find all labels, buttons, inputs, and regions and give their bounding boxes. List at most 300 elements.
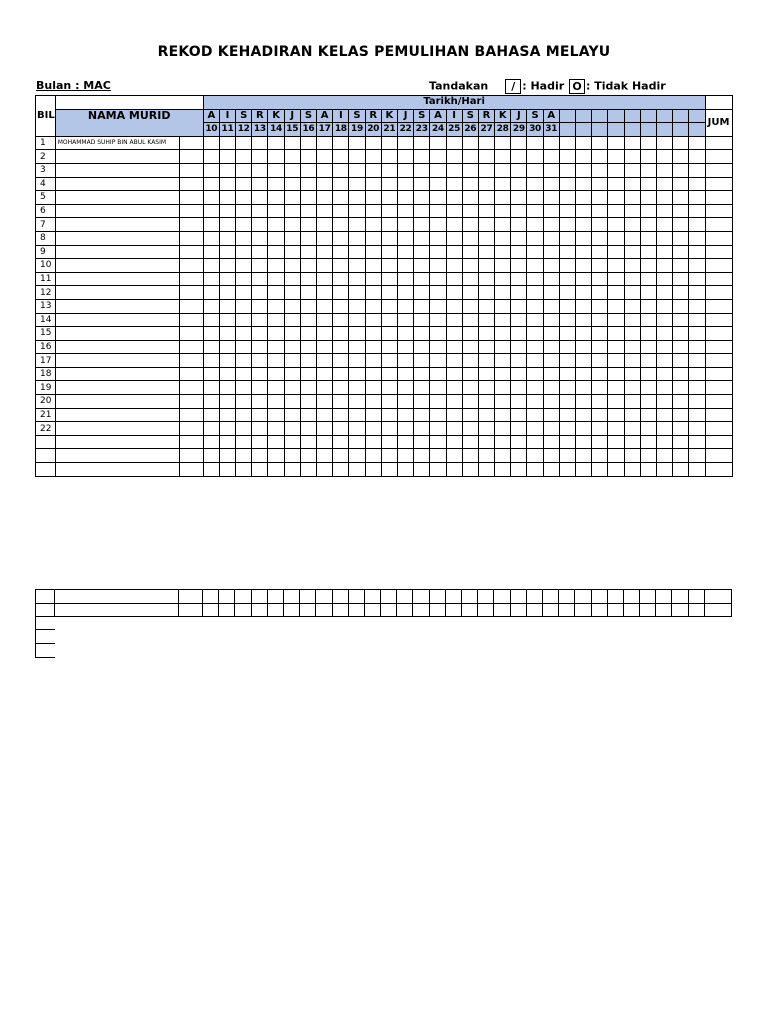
attendance-cell[interactable] bbox=[268, 327, 284, 341]
attendance-cell[interactable] bbox=[576, 354, 592, 368]
attendance-cell[interactable] bbox=[300, 150, 316, 164]
attendance-cell[interactable] bbox=[300, 286, 316, 300]
attendance-cell[interactable] bbox=[640, 449, 656, 463]
attendance-cell[interactable] bbox=[673, 286, 689, 300]
attendance-cell[interactable] bbox=[624, 327, 640, 341]
attendance-cell[interactable] bbox=[333, 327, 349, 341]
extra-cell[interactable] bbox=[179, 272, 203, 286]
attendance-cell[interactable] bbox=[608, 245, 624, 259]
attendance-cell[interactable] bbox=[236, 422, 252, 436]
attendance-cell[interactable] bbox=[252, 231, 268, 245]
attendance-cell[interactable] bbox=[527, 327, 543, 341]
blank-cell[interactable] bbox=[332, 590, 348, 604]
attendance-cell[interactable] bbox=[381, 422, 397, 436]
attendance-cell[interactable] bbox=[543, 354, 559, 368]
attendance-cell[interactable] bbox=[333, 422, 349, 436]
attendance-cell[interactable] bbox=[397, 218, 413, 232]
attendance-cell[interactable] bbox=[252, 422, 268, 436]
blank-cell[interactable] bbox=[704, 590, 731, 604]
attendance-cell[interactable] bbox=[446, 463, 462, 477]
attendance-cell[interactable] bbox=[689, 245, 705, 259]
attendance-cell[interactable] bbox=[203, 408, 219, 422]
attendance-cell[interactable] bbox=[236, 150, 252, 164]
blank-cell[interactable] bbox=[316, 603, 332, 617]
attendance-cell[interactable] bbox=[511, 340, 527, 354]
attendance-cell[interactable] bbox=[576, 463, 592, 477]
attendance-cell[interactable] bbox=[284, 204, 300, 218]
attendance-cell[interactable] bbox=[656, 245, 672, 259]
attendance-cell[interactable] bbox=[624, 286, 640, 300]
attendance-cell[interactable] bbox=[317, 435, 333, 449]
extra-cell[interactable] bbox=[179, 204, 203, 218]
attendance-cell[interactable] bbox=[592, 327, 608, 341]
attendance-cell[interactable] bbox=[495, 299, 511, 313]
attendance-cell[interactable] bbox=[349, 422, 365, 436]
blank-cell[interactable] bbox=[300, 590, 316, 604]
jum-cell[interactable] bbox=[705, 327, 732, 341]
blank-cell[interactable] bbox=[55, 590, 179, 604]
extra-cell[interactable] bbox=[179, 150, 203, 164]
attendance-cell[interactable] bbox=[527, 408, 543, 422]
attendance-cell[interactable] bbox=[592, 218, 608, 232]
attendance-cell[interactable] bbox=[608, 395, 624, 409]
attendance-cell[interactable] bbox=[381, 231, 397, 245]
attendance-cell[interactable] bbox=[203, 231, 219, 245]
attendance-cell[interactable] bbox=[284, 395, 300, 409]
attendance-cell[interactable] bbox=[300, 422, 316, 436]
attendance-cell[interactable] bbox=[689, 177, 705, 191]
attendance-cell[interactable] bbox=[608, 313, 624, 327]
attendance-cell[interactable] bbox=[300, 163, 316, 177]
attendance-cell[interactable] bbox=[656, 136, 672, 150]
attendance-cell[interactable] bbox=[478, 299, 494, 313]
attendance-cell[interactable] bbox=[365, 218, 381, 232]
attendance-cell[interactable] bbox=[592, 435, 608, 449]
attendance-cell[interactable] bbox=[511, 204, 527, 218]
blank-cell[interactable] bbox=[510, 603, 526, 617]
attendance-cell[interactable] bbox=[673, 204, 689, 218]
attendance-cell[interactable] bbox=[268, 408, 284, 422]
attendance-cell[interactable] bbox=[365, 449, 381, 463]
attendance-cell[interactable] bbox=[268, 191, 284, 205]
attendance-cell[interactable] bbox=[268, 136, 284, 150]
attendance-cell[interactable] bbox=[673, 327, 689, 341]
attendance-cell[interactable] bbox=[365, 286, 381, 300]
blank-cell[interactable] bbox=[623, 590, 639, 604]
attendance-cell[interactable] bbox=[608, 327, 624, 341]
attendance-cell[interactable] bbox=[219, 299, 235, 313]
attendance-cell[interactable] bbox=[317, 395, 333, 409]
attendance-cell[interactable] bbox=[446, 245, 462, 259]
attendance-cell[interactable] bbox=[236, 367, 252, 381]
blank-cell[interactable] bbox=[381, 590, 397, 604]
attendance-cell[interactable] bbox=[559, 231, 575, 245]
attendance-cell[interactable] bbox=[576, 327, 592, 341]
attendance-cell[interactable] bbox=[624, 367, 640, 381]
attendance-cell[interactable] bbox=[219, 245, 235, 259]
attendance-cell[interactable] bbox=[219, 177, 235, 191]
attendance-cell[interactable] bbox=[592, 381, 608, 395]
attendance-cell[interactable] bbox=[317, 204, 333, 218]
extra-cell[interactable] bbox=[179, 463, 203, 477]
attendance-cell[interactable] bbox=[689, 381, 705, 395]
attendance-cell[interactable] bbox=[608, 259, 624, 273]
attendance-cell[interactable] bbox=[365, 259, 381, 273]
attendance-cell[interactable] bbox=[608, 435, 624, 449]
attendance-cell[interactable] bbox=[349, 191, 365, 205]
attendance-cell[interactable] bbox=[511, 408, 527, 422]
attendance-cell[interactable] bbox=[592, 313, 608, 327]
attendance-cell[interactable] bbox=[300, 136, 316, 150]
attendance-cell[interactable] bbox=[592, 204, 608, 218]
attendance-cell[interactable] bbox=[462, 354, 478, 368]
blank-cell[interactable] bbox=[179, 603, 203, 617]
attendance-cell[interactable] bbox=[656, 163, 672, 177]
extra-cell[interactable] bbox=[179, 231, 203, 245]
attendance-cell[interactable] bbox=[284, 327, 300, 341]
attendance-cell[interactable] bbox=[543, 395, 559, 409]
attendance-cell[interactable] bbox=[689, 204, 705, 218]
blank-cell[interactable] bbox=[413, 603, 429, 617]
attendance-cell[interactable] bbox=[624, 245, 640, 259]
attendance-cell[interactable] bbox=[592, 259, 608, 273]
attendance-cell[interactable] bbox=[511, 395, 527, 409]
blank-cell[interactable] bbox=[656, 603, 672, 617]
attendance-cell[interactable] bbox=[527, 463, 543, 477]
attendance-cell[interactable] bbox=[592, 150, 608, 164]
attendance-cell[interactable] bbox=[559, 340, 575, 354]
attendance-cell[interactable] bbox=[252, 435, 268, 449]
blank-cell[interactable] bbox=[364, 590, 380, 604]
attendance-cell[interactable] bbox=[462, 286, 478, 300]
attendance-cell[interactable] bbox=[495, 259, 511, 273]
attendance-cell[interactable] bbox=[495, 272, 511, 286]
attendance-cell[interactable] bbox=[219, 218, 235, 232]
attendance-cell[interactable] bbox=[430, 327, 446, 341]
attendance-cell[interactable] bbox=[430, 381, 446, 395]
attendance-cell[interactable] bbox=[381, 259, 397, 273]
student-name-cell[interactable] bbox=[55, 381, 179, 395]
attendance-cell[interactable] bbox=[640, 245, 656, 259]
blank-cell[interactable] bbox=[462, 590, 478, 604]
attendance-cell[interactable] bbox=[349, 463, 365, 477]
attendance-cell[interactable] bbox=[365, 435, 381, 449]
attendance-cell[interactable] bbox=[381, 381, 397, 395]
attendance-cell[interactable] bbox=[430, 150, 446, 164]
attendance-cell[interactable] bbox=[430, 354, 446, 368]
attendance-cell[interactable] bbox=[543, 259, 559, 273]
attendance-cell[interactable] bbox=[414, 354, 430, 368]
attendance-cell[interactable] bbox=[300, 272, 316, 286]
jum-cell[interactable] bbox=[705, 313, 732, 327]
attendance-cell[interactable] bbox=[592, 177, 608, 191]
attendance-cell[interactable] bbox=[268, 340, 284, 354]
attendance-cell[interactable] bbox=[511, 354, 527, 368]
attendance-cell[interactable] bbox=[608, 286, 624, 300]
attendance-cell[interactable] bbox=[673, 177, 689, 191]
attendance-cell[interactable] bbox=[689, 395, 705, 409]
attendance-cell[interactable] bbox=[446, 231, 462, 245]
jum-cell[interactable] bbox=[705, 163, 732, 177]
attendance-cell[interactable] bbox=[478, 136, 494, 150]
blank-cell[interactable] bbox=[607, 590, 623, 604]
attendance-cell[interactable] bbox=[236, 163, 252, 177]
attendance-cell[interactable] bbox=[495, 231, 511, 245]
blank-cell[interactable] bbox=[623, 603, 639, 617]
attendance-cell[interactable] bbox=[317, 381, 333, 395]
jum-cell[interactable] bbox=[705, 231, 732, 245]
attendance-cell[interactable] bbox=[673, 191, 689, 205]
blank-cell[interactable] bbox=[445, 590, 461, 604]
attendance-cell[interactable] bbox=[592, 354, 608, 368]
attendance-cell[interactable] bbox=[414, 408, 430, 422]
attendance-cell[interactable] bbox=[349, 286, 365, 300]
attendance-cell[interactable] bbox=[592, 408, 608, 422]
student-name-cell[interactable] bbox=[55, 463, 179, 477]
blank-cell[interactable] bbox=[283, 603, 299, 617]
attendance-cell[interactable] bbox=[559, 136, 575, 150]
attendance-cell[interactable] bbox=[381, 272, 397, 286]
attendance-cell[interactable] bbox=[284, 150, 300, 164]
attendance-cell[interactable] bbox=[656, 272, 672, 286]
blank-cell[interactable] bbox=[688, 603, 704, 617]
attendance-cell[interactable] bbox=[365, 395, 381, 409]
attendance-cell[interactable] bbox=[478, 367, 494, 381]
attendance-cell[interactable] bbox=[252, 340, 268, 354]
attendance-cell[interactable] bbox=[300, 381, 316, 395]
attendance-cell[interactable] bbox=[640, 395, 656, 409]
blank-cell[interactable] bbox=[494, 603, 510, 617]
attendance-cell[interactable] bbox=[673, 463, 689, 477]
attendance-cell[interactable] bbox=[317, 218, 333, 232]
attendance-cell[interactable] bbox=[673, 408, 689, 422]
attendance-cell[interactable] bbox=[252, 299, 268, 313]
attendance-cell[interactable] bbox=[656, 395, 672, 409]
attendance-cell[interactable] bbox=[397, 231, 413, 245]
attendance-cell[interactable] bbox=[430, 449, 446, 463]
attendance-cell[interactable] bbox=[284, 340, 300, 354]
attendance-cell[interactable] bbox=[624, 395, 640, 409]
attendance-cell[interactable] bbox=[203, 272, 219, 286]
attendance-cell[interactable] bbox=[640, 286, 656, 300]
attendance-cell[interactable] bbox=[268, 395, 284, 409]
jum-cell[interactable] bbox=[705, 299, 732, 313]
attendance-cell[interactable] bbox=[300, 245, 316, 259]
attendance-cell[interactable] bbox=[559, 259, 575, 273]
attendance-cell[interactable] bbox=[462, 218, 478, 232]
attendance-cell[interactable] bbox=[446, 286, 462, 300]
attendance-cell[interactable] bbox=[203, 218, 219, 232]
attendance-cell[interactable] bbox=[478, 395, 494, 409]
attendance-cell[interactable] bbox=[689, 422, 705, 436]
attendance-cell[interactable] bbox=[689, 408, 705, 422]
attendance-cell[interactable] bbox=[317, 272, 333, 286]
student-name-cell[interactable] bbox=[55, 245, 179, 259]
attendance-cell[interactable] bbox=[656, 204, 672, 218]
attendance-cell[interactable] bbox=[365, 231, 381, 245]
attendance-cell[interactable] bbox=[592, 136, 608, 150]
blank-cell[interactable] bbox=[364, 603, 380, 617]
attendance-cell[interactable] bbox=[478, 150, 494, 164]
attendance-cell[interactable] bbox=[656, 435, 672, 449]
attendance-cell[interactable] bbox=[284, 177, 300, 191]
attendance-cell[interactable] bbox=[300, 218, 316, 232]
jum-cell[interactable] bbox=[705, 218, 732, 232]
attendance-cell[interactable] bbox=[252, 313, 268, 327]
attendance-cell[interactable] bbox=[527, 313, 543, 327]
attendance-cell[interactable] bbox=[478, 204, 494, 218]
attendance-cell[interactable] bbox=[284, 367, 300, 381]
attendance-cell[interactable] bbox=[333, 286, 349, 300]
attendance-cell[interactable] bbox=[349, 408, 365, 422]
attendance-cell[interactable] bbox=[446, 204, 462, 218]
attendance-cell[interactable] bbox=[478, 259, 494, 273]
attendance-cell[interactable] bbox=[430, 422, 446, 436]
attendance-cell[interactable] bbox=[608, 449, 624, 463]
attendance-cell[interactable] bbox=[414, 435, 430, 449]
attendance-cell[interactable] bbox=[430, 136, 446, 150]
extra-cell[interactable] bbox=[179, 395, 203, 409]
attendance-cell[interactable] bbox=[624, 449, 640, 463]
attendance-cell[interactable] bbox=[495, 245, 511, 259]
attendance-cell[interactable] bbox=[592, 395, 608, 409]
blank-cell[interactable] bbox=[267, 603, 283, 617]
extra-cell[interactable] bbox=[179, 422, 203, 436]
attendance-cell[interactable] bbox=[673, 272, 689, 286]
attendance-cell[interactable] bbox=[543, 150, 559, 164]
attendance-cell[interactable] bbox=[608, 204, 624, 218]
attendance-cell[interactable] bbox=[624, 313, 640, 327]
attendance-cell[interactable] bbox=[559, 299, 575, 313]
attendance-cell[interactable] bbox=[430, 286, 446, 300]
attendance-cell[interactable] bbox=[349, 150, 365, 164]
attendance-cell[interactable] bbox=[252, 204, 268, 218]
attendance-cell[interactable] bbox=[576, 272, 592, 286]
attendance-cell[interactable] bbox=[300, 231, 316, 245]
student-name-cell[interactable] bbox=[55, 367, 179, 381]
attendance-cell[interactable] bbox=[252, 449, 268, 463]
attendance-cell[interactable] bbox=[414, 449, 430, 463]
attendance-cell[interactable] bbox=[446, 367, 462, 381]
attendance-cell[interactable] bbox=[430, 177, 446, 191]
attendance-cell[interactable] bbox=[284, 272, 300, 286]
student-name-cell[interactable]: MOHAMMAD SUHIP BIN ABUL KASIM bbox=[55, 136, 179, 150]
blank-cell[interactable] bbox=[607, 603, 623, 617]
attendance-cell[interactable] bbox=[252, 367, 268, 381]
attendance-cell[interactable] bbox=[397, 163, 413, 177]
attendance-cell[interactable] bbox=[446, 395, 462, 409]
attendance-cell[interactable] bbox=[559, 367, 575, 381]
attendance-cell[interactable] bbox=[640, 204, 656, 218]
attendance-cell[interactable] bbox=[203, 435, 219, 449]
attendance-cell[interactable] bbox=[203, 422, 219, 436]
extra-cell[interactable] bbox=[179, 354, 203, 368]
attendance-cell[interactable] bbox=[317, 313, 333, 327]
extra-cell[interactable] bbox=[179, 340, 203, 354]
attendance-cell[interactable] bbox=[349, 381, 365, 395]
attendance-cell[interactable] bbox=[381, 136, 397, 150]
attendance-cell[interactable] bbox=[559, 408, 575, 422]
attendance-cell[interactable] bbox=[640, 327, 656, 341]
attendance-cell[interactable] bbox=[397, 327, 413, 341]
attendance-cell[interactable] bbox=[511, 218, 527, 232]
attendance-cell[interactable] bbox=[462, 381, 478, 395]
attendance-cell[interactable] bbox=[478, 177, 494, 191]
attendance-cell[interactable] bbox=[640, 408, 656, 422]
attendance-cell[interactable] bbox=[284, 259, 300, 273]
attendance-cell[interactable] bbox=[640, 163, 656, 177]
attendance-cell[interactable] bbox=[333, 163, 349, 177]
attendance-cell[interactable] bbox=[559, 463, 575, 477]
attendance-cell[interactable] bbox=[397, 449, 413, 463]
attendance-cell[interactable] bbox=[300, 340, 316, 354]
attendance-cell[interactable] bbox=[608, 177, 624, 191]
attendance-cell[interactable] bbox=[527, 191, 543, 205]
attendance-cell[interactable] bbox=[381, 367, 397, 381]
jum-cell[interactable] bbox=[705, 272, 732, 286]
extra-cell[interactable] bbox=[179, 327, 203, 341]
attendance-cell[interactable] bbox=[527, 449, 543, 463]
attendance-cell[interactable] bbox=[640, 299, 656, 313]
attendance-cell[interactable] bbox=[365, 463, 381, 477]
attendance-cell[interactable] bbox=[219, 150, 235, 164]
attendance-cell[interactable] bbox=[236, 218, 252, 232]
attendance-cell[interactable] bbox=[495, 381, 511, 395]
attendance-cell[interactable] bbox=[252, 218, 268, 232]
attendance-cell[interactable] bbox=[543, 245, 559, 259]
attendance-cell[interactable] bbox=[349, 204, 365, 218]
attendance-cell[interactable] bbox=[219, 435, 235, 449]
attendance-cell[interactable] bbox=[640, 150, 656, 164]
attendance-cell[interactable] bbox=[462, 435, 478, 449]
attendance-cell[interactable] bbox=[284, 163, 300, 177]
attendance-cell[interactable] bbox=[673, 299, 689, 313]
attendance-cell[interactable] bbox=[624, 231, 640, 245]
student-name-cell[interactable] bbox=[55, 327, 179, 341]
attendance-cell[interactable] bbox=[576, 231, 592, 245]
attendance-cell[interactable] bbox=[414, 163, 430, 177]
attendance-cell[interactable] bbox=[203, 177, 219, 191]
blank-cell[interactable] bbox=[219, 590, 235, 604]
attendance-cell[interactable] bbox=[559, 272, 575, 286]
attendance-cell[interactable] bbox=[414, 299, 430, 313]
attendance-cell[interactable] bbox=[673, 449, 689, 463]
attendance-cell[interactable] bbox=[284, 435, 300, 449]
attendance-cell[interactable] bbox=[527, 340, 543, 354]
attendance-cell[interactable] bbox=[478, 354, 494, 368]
student-name-cell[interactable] bbox=[55, 272, 179, 286]
student-name-cell[interactable] bbox=[55, 191, 179, 205]
attendance-cell[interactable] bbox=[495, 395, 511, 409]
attendance-cell[interactable] bbox=[333, 245, 349, 259]
attendance-cell[interactable] bbox=[608, 231, 624, 245]
attendance-cell[interactable] bbox=[203, 299, 219, 313]
attendance-cell[interactable] bbox=[511, 381, 527, 395]
attendance-cell[interactable] bbox=[640, 367, 656, 381]
attendance-cell[interactable] bbox=[268, 463, 284, 477]
attendance-cell[interactable] bbox=[381, 286, 397, 300]
attendance-cell[interactable] bbox=[414, 463, 430, 477]
attendance-cell[interactable] bbox=[511, 191, 527, 205]
attendance-cell[interactable] bbox=[543, 381, 559, 395]
attendance-cell[interactable] bbox=[365, 163, 381, 177]
attendance-cell[interactable] bbox=[446, 150, 462, 164]
attendance-cell[interactable] bbox=[284, 463, 300, 477]
attendance-cell[interactable] bbox=[478, 313, 494, 327]
attendance-cell[interactable] bbox=[317, 231, 333, 245]
attendance-cell[interactable] bbox=[252, 354, 268, 368]
attendance-cell[interactable] bbox=[559, 204, 575, 218]
